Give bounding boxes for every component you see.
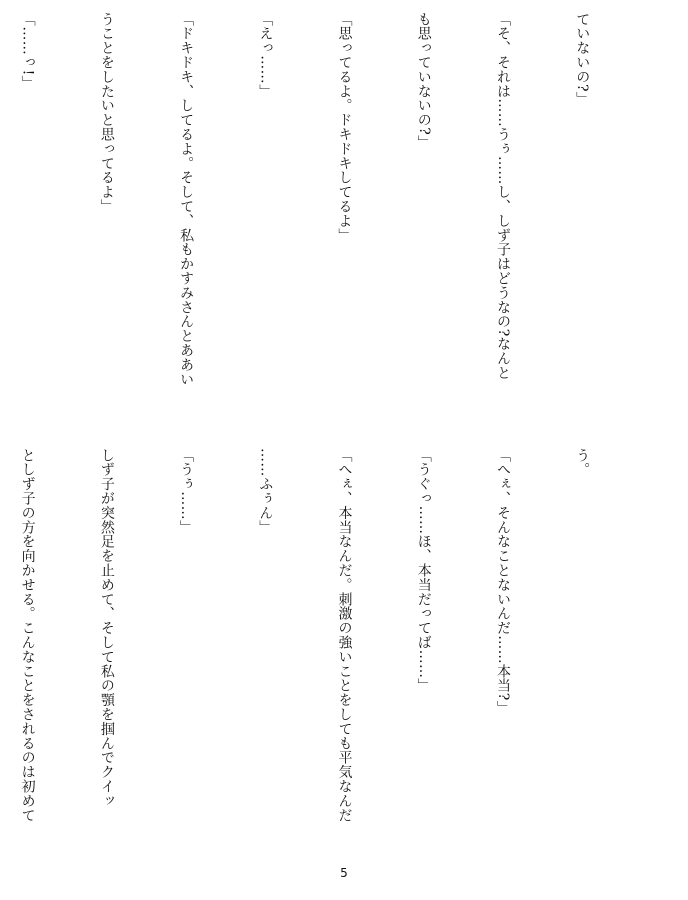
text-column: 「ドキドキ、してるよ。そして、私もかすみさんとああい (178, 12, 195, 387)
text-column: 「うぅ……」 (178, 448, 195, 535)
text-block-top (19, 12, 648, 417)
text-column: ……ふぅん」 (257, 448, 274, 535)
text-column: 「えっ……」 (257, 12, 274, 99)
text-column: ていないの?」 (574, 12, 591, 107)
text-column: 「……っ!」 (19, 12, 36, 91)
text-column: 「へぇ、そんなことないんだ……本当?」 (494, 448, 511, 716)
text-block-bottom (19, 448, 648, 848)
text-column: 「うぐっ……ほ、本当だってば……」 (415, 448, 432, 693)
text-column: う。 (574, 448, 591, 477)
text-column: も思っていないの?」 (415, 12, 432, 150)
text-column: うことをしたいと思ってるよ」 (98, 12, 115, 214)
text-column: しず子が突然足を止めて、そして私の顎を掴んでクイッ (98, 448, 115, 808)
page-number: 5 (340, 866, 348, 880)
text-column: 「そ、それは……うぅ……し、しず子はどうなの?なんと (494, 12, 511, 380)
text-column: としず子の方を向かせる。こんなことをされるのは初めて (19, 448, 36, 823)
text-column: 「思ってるよ。ドキドキしてるよ」 (336, 12, 353, 243)
text-column: 「へぇ、本当なんだ。刺激の強いことをしても平気なんだ (336, 448, 353, 823)
